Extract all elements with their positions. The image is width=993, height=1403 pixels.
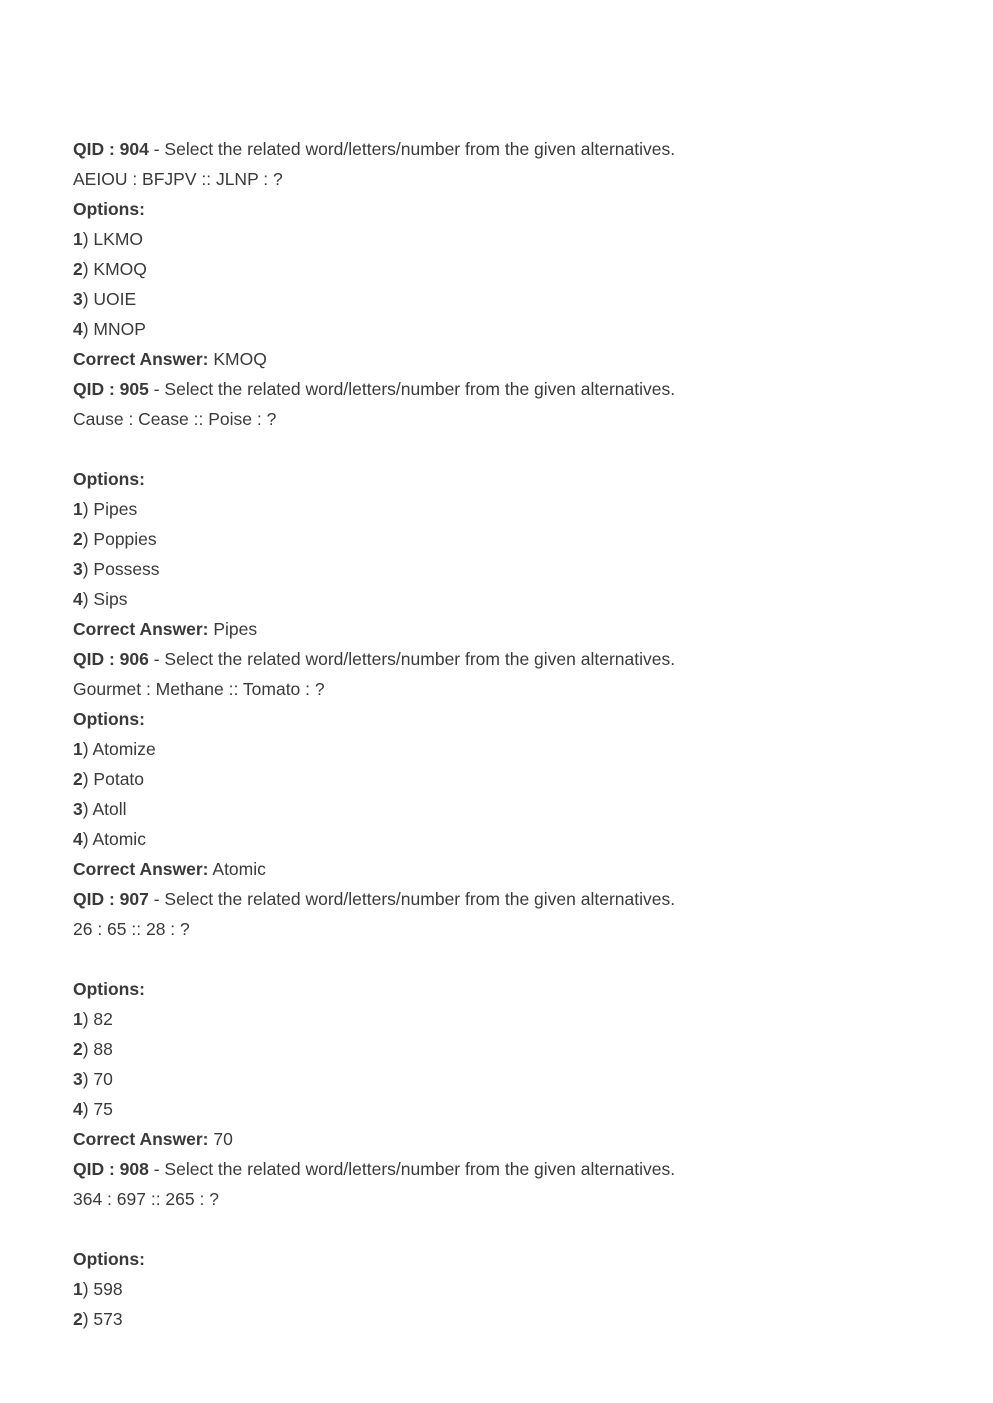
option-text: ) Atomize (82, 739, 156, 759)
option-item (73, 284, 953, 314)
option-number: 4 (73, 319, 83, 339)
correct-answer-label: Correct Answer: (73, 349, 209, 369)
option-item (73, 1004, 953, 1034)
option-number: 1 (73, 739, 83, 759)
option-text: ) UOIE (82, 289, 137, 309)
option-number: 4 (73, 829, 83, 849)
question-id: QID : 907 (73, 889, 149, 909)
question-prompt: - Select the related word/letters/number from the given alternatives. (148, 379, 676, 399)
option-item (73, 554, 953, 584)
question-stem: Gourmet : Methane :: Tomato : ? (73, 679, 325, 699)
option-text: ) 88 (82, 1039, 113, 1059)
option-text: ) Pipes (82, 499, 138, 519)
option-text: ) 598 (82, 1279, 123, 1299)
correct-answer (73, 614, 953, 644)
question-header (73, 884, 953, 914)
question-prompt: - Select the related word/letters/number from the given alternatives. (148, 889, 676, 909)
option-number: 1 (73, 1279, 83, 1299)
question-stem: 26 : 65 :: 28 : ? (73, 919, 190, 939)
question-id: QID : 908 (73, 1159, 149, 1179)
question-stem: Cause : Cease :: Poise : ? (73, 409, 277, 429)
option-text: ) 70 (82, 1069, 113, 1089)
option-item (73, 794, 953, 824)
question-block (73, 134, 953, 374)
option-number: 4 (73, 589, 83, 609)
option-number: 3 (73, 799, 83, 819)
blank-line (73, 1214, 953, 1244)
correct-answer-value: Atomic (208, 859, 266, 879)
question-id: QID : 905 (73, 379, 149, 399)
question-document (73, 134, 953, 1334)
question-prompt: - Select the related word/letters/number from the given alternatives. (148, 139, 676, 159)
correct-answer-value: KMOQ (208, 349, 267, 369)
correct-answer-label: Correct Answer: (73, 619, 209, 639)
question-prompt: - Select the related word/letters/number from the given alternatives. (148, 649, 676, 669)
option-item (73, 254, 953, 284)
option-number: 2 (73, 1309, 83, 1329)
question-header (73, 1154, 953, 1184)
option-item (73, 524, 953, 554)
option-item (73, 1304, 953, 1334)
option-text: ) Potato (82, 769, 145, 789)
option-text: ) 75 (82, 1099, 113, 1119)
question-header (73, 134, 953, 164)
option-number: 1 (73, 1009, 83, 1029)
option-text: ) Atomic (82, 829, 146, 849)
option-number: 2 (73, 259, 83, 279)
question-block (73, 374, 953, 644)
option-text: ) Sips (82, 589, 128, 609)
option-number: 2 (73, 1039, 83, 1059)
question-block (73, 644, 953, 884)
option-item (73, 494, 953, 524)
options-label: Options: (73, 199, 145, 219)
question-stem: AEIOU : BFJPV :: JLNP : ? (73, 169, 283, 189)
option-text: ) 573 (82, 1309, 123, 1329)
option-text: ) LKMO (82, 229, 144, 249)
options-label: Options: (73, 709, 145, 729)
option-number: 2 (73, 529, 83, 549)
correct-answer-value: 70 (208, 1129, 233, 1149)
correct-answer-label: Correct Answer: (73, 1129, 209, 1149)
question-prompt: - Select the related word/letters/number from the given alternatives. (148, 1159, 676, 1179)
option-item (73, 1094, 953, 1124)
option-text: ) 82 (82, 1009, 113, 1029)
options-label: Options: (73, 1249, 145, 1269)
options-label: Options: (73, 469, 145, 489)
option-item (73, 224, 953, 254)
question-id: QID : 904 (73, 139, 149, 159)
correct-answer-value: Pipes (208, 619, 258, 639)
question-header (73, 644, 953, 674)
option-number: 2 (73, 769, 83, 789)
correct-answer-label: Correct Answer: (73, 859, 209, 879)
blank-line (73, 944, 953, 974)
correct-answer (73, 854, 953, 884)
option-number: 1 (73, 499, 83, 519)
option-item (73, 734, 953, 764)
question-block (73, 1154, 953, 1334)
option-item (73, 824, 953, 854)
option-number: 4 (73, 1099, 83, 1119)
option-item (73, 1034, 953, 1064)
option-number: 3 (73, 559, 83, 579)
question-stem: 364 : 697 :: 265 : ? (73, 1189, 219, 1209)
option-number: 1 (73, 229, 83, 249)
option-item (73, 314, 953, 344)
question-id: QID : 906 (73, 649, 149, 669)
options-label: Options: (73, 979, 145, 999)
option-text: ) Atoll (82, 799, 127, 819)
correct-answer (73, 1124, 953, 1154)
option-item (73, 1274, 953, 1304)
option-text: ) Possess (82, 559, 160, 579)
option-item (73, 1064, 953, 1094)
option-item (73, 764, 953, 794)
option-number: 3 (73, 289, 83, 309)
correct-answer (73, 344, 953, 374)
option-text: ) MNOP (82, 319, 146, 339)
option-text: ) KMOQ (82, 259, 147, 279)
option-item (73, 584, 953, 614)
blank-line (73, 434, 953, 464)
question-block (73, 884, 953, 1154)
option-number: 3 (73, 1069, 83, 1089)
option-text: ) Poppies (82, 529, 157, 549)
question-header (73, 374, 953, 404)
